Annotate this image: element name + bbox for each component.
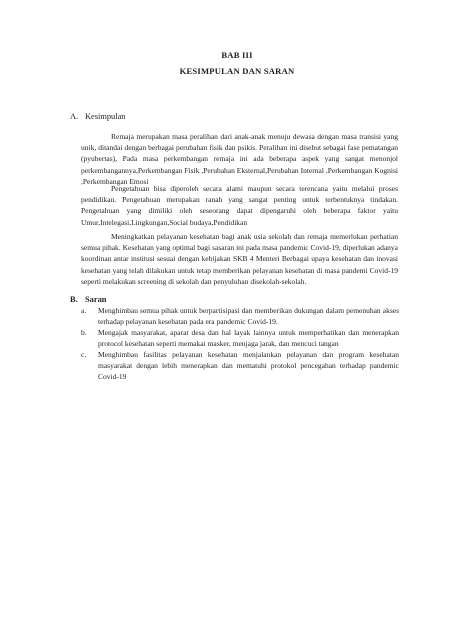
conclusion-paragraph-1: Remaja merupakan masa peralihan dari anak-anak menuju dewasa dengan masa transisi yang unik, ditandai dengan berbagai perubahan fisik dan psikis. Peralihan ini disebut sebagai fase pematangan (pyubertas), Pada masa perkembangan remaja ini ada beberapa aspek yang sangat menonjol perkembangannya,Perkembangan Fisik ,Perubahan Eksternal,Perubahan Internal ,Perkembangan Kognisi ,Perkembangan Emosi: [81, 132, 398, 186]
suggestion-item: [81, 350, 399, 382]
chapter-number: BAB III: [221, 50, 253, 60]
suggestion-marker: a.: [81, 306, 87, 315]
section-b-heading: [70, 295, 106, 304]
suggestion-text: Menghimbau fasilitas pelayanan kesehatan menjalankan pelayanan dan program kesehatan masyarakat dengan lebih menerapkan dan mematuhi protokol pencegahan terhadap pandemic Covid-19: [98, 350, 399, 381]
section-a-heading: [70, 112, 125, 121]
suggestion-text: Menghimbau semua pihak untuk berpartisipasi dan memberikan dukungan dalam pemenuhan akses terhadap pelayanan kesehatan pada era pandemic Covid-19.: [98, 306, 399, 326]
section-a-title: Kesimpulan: [85, 112, 126, 121]
suggestion-marker: b.: [81, 328, 87, 338]
conclusion-paragraph-2: Pengetahuan bisa diperoleh secara alami maupun secara terencana yaitu melalui proses pendidikan. Pengetahuan merupakan ranah yang sangat penting untuk terbentuknya tindakan. Pengetahuan yang dimiliki oleh seseorang dapat dipengaruhi oleh beberapa faktor yaitu Umur,Intelegasi,Lingkungan,Social budaya,Pendidikan: [81, 184, 398, 227]
section-a-letter: A.: [70, 112, 79, 121]
suggestion-list: [81, 306, 399, 383]
chapter-title: KESIMPULAN DAN SARAN: [179, 66, 295, 76]
section-b-letter: B.: [70, 295, 78, 304]
suggestion-item: [81, 306, 399, 327]
suggestion-marker: c.: [81, 350, 87, 360]
suggestion-item: [81, 328, 399, 349]
conclusion-paragraph-3: Meningkatkan pelayanan kesehatan bagi anak usia sekolah dan remaja memerlukan perhatian semua pihak. Kesehatan yang optimal bagi sasaran ini pada masa pandemic Covid-19, diperlukan adanya koordinan antar institusi sesuai dengan kebijakan SKB 4 Menteri Berbagai upaya kesehatan dan inovasi kesehatan yang telah dilakukan untuk tetap memberikan pelayanan kesehatan di masa pandemi Covid-19 seperti melakukan screening di sekolah dan penyuluhan disekolah-sekolah.: [81, 232, 398, 286]
suggestion-text: Mengajak masyarakat, aparat desa dan hal layak lainnya untuk memperhatikan dan menerapkan protocol kesehatan seperti memakai masker, menjaga jarak, dan mencuci tangan: [98, 328, 399, 348]
section-b-title: Saran: [85, 295, 107, 304]
